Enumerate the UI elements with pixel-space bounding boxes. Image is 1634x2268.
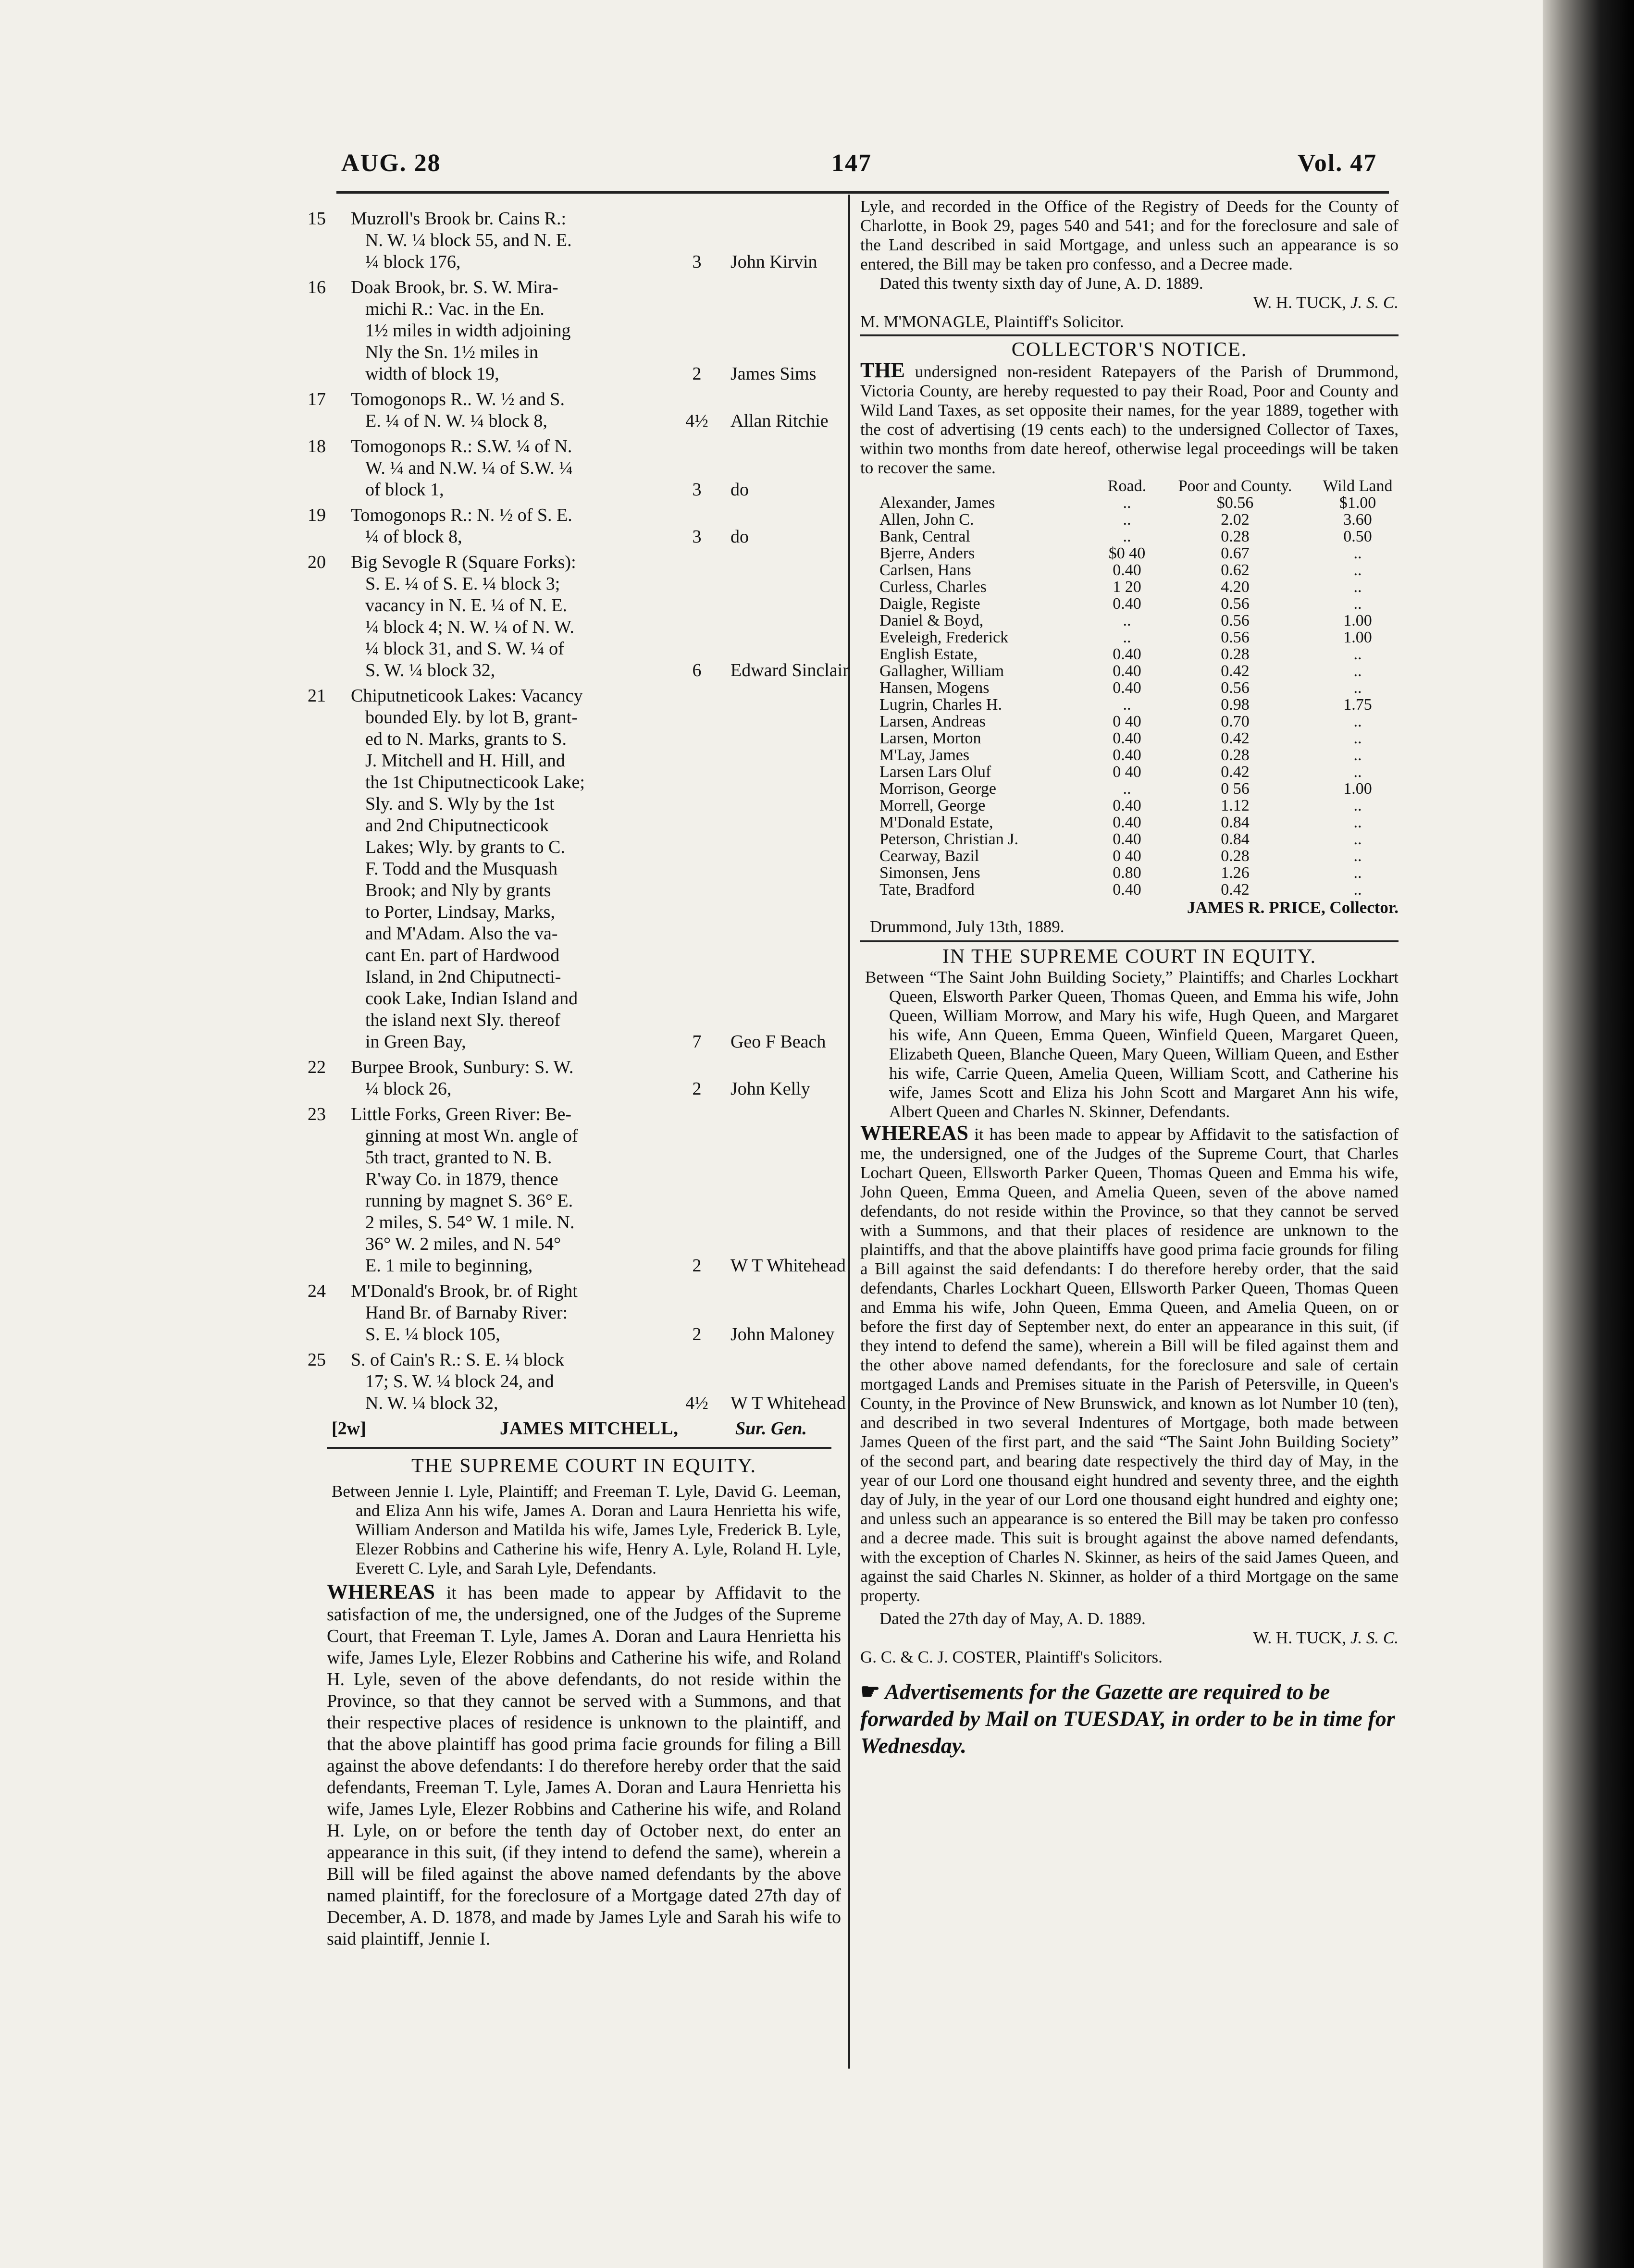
page-edge	[1543, 0, 1634, 2268]
tax-row	[879, 562, 1408, 579]
parcel-description	[351, 208, 668, 273]
parcel-line: 17; S. W. ¼ block 24, and	[365, 1371, 554, 1392]
road-tax: 0 40	[1113, 763, 1141, 781]
wild-land-tax: ..	[1353, 561, 1362, 579]
road-tax: 0.40	[1113, 797, 1141, 814]
tax-row	[879, 730, 1408, 747]
parcel-years: 7	[692, 1032, 702, 1052]
parcel-line: michi R.: Vac. in the En.	[365, 299, 545, 319]
road-tax: 0.40	[1113, 561, 1141, 579]
ratepayer-name: Morrison, George	[879, 780, 996, 798]
parcel-line: Nly the Sn. 1½ miles in	[365, 342, 538, 362]
section-rule	[860, 940, 1399, 942]
poor-county-tax: 0.28	[1221, 847, 1250, 865]
parcel-line: Big Sevogle R (Square Forks):	[351, 552, 576, 572]
notice-queen-title: IN THE SUPREME COURT IN EQUITY.	[942, 946, 1317, 968]
judge-name: W. H. TUCK,	[1253, 293, 1347, 312]
tax-row	[879, 713, 1408, 730]
road-tax: 0.40	[1113, 679, 1141, 697]
tax-row	[879, 663, 1408, 679]
poor-county-tax: 2.02	[1221, 511, 1250, 529]
judge-title: J. S. C.	[1350, 293, 1399, 312]
notice-queen-lead: WHEREAS	[860, 1121, 968, 1145]
parcel-row	[308, 436, 836, 501]
parcel-description	[351, 1104, 668, 1277]
poor-county-tax: 4.20	[1221, 578, 1250, 596]
wild-land-tax: 0.50	[1343, 528, 1372, 545]
parcel-years: 2	[692, 1324, 702, 1344]
parcel-owner: W T Whitehead	[730, 1256, 846, 1276]
parcel-description	[351, 552, 668, 681]
wild-land-tax: ..	[1353, 662, 1362, 680]
parcel-years: 2	[692, 1079, 702, 1099]
tax-row	[879, 814, 1408, 831]
surveyor-title: Sur. Gen.	[735, 1418, 807, 1439]
parcel-line: J. Mitchell and H. Hill, and	[365, 751, 565, 771]
parcel-line: and M'Adam. Also the va-	[365, 924, 558, 944]
road-tax: 0.40	[1113, 729, 1141, 747]
judge-name: W. H. TUCK,	[1253, 1628, 1347, 1647]
wild-land-tax: 3.60	[1343, 511, 1372, 529]
poor-county-tax: 0.62	[1221, 561, 1250, 579]
poor-county-tax: 0.28	[1221, 645, 1250, 663]
parcel-owner: John Kelly	[730, 1079, 810, 1099]
parcel-number: 17	[308, 389, 326, 409]
parcel-list	[308, 208, 849, 1414]
parcel-owner: John Maloney	[730, 1324, 835, 1344]
parcel-line: ¼ block 4; N. W. ¼ of N. W.	[365, 617, 574, 637]
road-tax: 0.40	[1113, 881, 1141, 899]
advert-notice	[860, 1678, 1399, 1759]
poor-county-tax: 0.70	[1221, 713, 1250, 730]
notice-lyle-text: it has been made to appear by Affidavit to the satisfaction of me, the undersigned, one of the Judges of the Supreme Court, that Freeman T. Lyle, James A. Doran and Laura Henrietta his wife, James Lyle, Elezer Robbins and Catherine his wife, and Roland H. Lyle, seven of the above defendants, do not reside within the Province, so that they cannot be served with a Summons, and that their respective places of residence is unknown to the plaintiff, and that the above plaintiff has good prima facie grounds for filing a Bill against the above defendants: I do therefore hereby order that the said defendants, Freeman T. Lyle, James A. Doran and Laura Henrietta his wife, James Lyle, Elezer Robbins and Catherine his wife, and Roland H. Lyle, on or before the tenth day of October next, do enter an appearance in this suit, (if they intend to defend the same), wherein a Bill will be filed against the above named defendants by the above named plaintiff, for the foreclosure of a Mortgage dated 27th day of December, A. D. 1878, and made by James Lyle and Sarah his wife to said plaintiff, Jennie I.	[327, 1583, 841, 1949]
parcel-line: Sly. and S. Wly by the 1st	[365, 794, 555, 814]
column-road: Road.	[1107, 477, 1147, 495]
parcel-line: ed to N. Marks, grants to S.	[365, 729, 567, 749]
parcel-line: bounded Ely. by lot B, grant-	[365, 707, 578, 727]
tax-row	[879, 646, 1408, 663]
parcel-line: Tomogonops R.: N. ½ of S. E.	[351, 505, 572, 525]
parcel-number: 15	[308, 209, 326, 229]
parcel-line: Hand Br. of Barnaby River:	[365, 1303, 568, 1323]
tax-row	[879, 595, 1408, 612]
parcel-line: N. W. ¼ block 55, and N. E.	[365, 230, 572, 250]
road-tax: ..	[1123, 629, 1131, 646]
ratepayer-name: Eveleigh, Frederick	[879, 629, 1009, 646]
column-wild-land: Wild Land	[1323, 477, 1393, 495]
road-tax: 1 20	[1113, 578, 1141, 596]
tax-row	[879, 545, 1408, 562]
wild-land-tax: ..	[1353, 595, 1362, 613]
ratepayer-name: Curless, Charles	[879, 578, 987, 596]
notice-lyle-continued: Lyle, and recorded in the Office of the Registry of Deeds for the County of Charlotte, in Book 29, pages 540 and 541; and for the foreclosure and sale of the Land described in said Mortgage, and unless such an appearance is so entered, the Bill may be taken pro confesso, and a Decree made.	[860, 197, 1399, 273]
parcel-line: Burpee Brook, Sunbury: S. W.	[351, 1057, 574, 1077]
ratepayer-name: M'Donald Estate,	[879, 814, 993, 831]
notice-lyle-title: THE SUPREME COURT IN EQUITY.	[411, 1455, 757, 1477]
notice-queen-text: it has been made to appear by Affidavit to the satisfaction of me, the undersigned, one of the Judges of the Supreme Court, that Charles Lochart Queen, Ellsworth Parker Queen, Thomas Queen and Emma his wife, John Queen, Emma Queen, and Amelia Queen, seven of the above named defendants, do not reside within the Province, so that they cannot be served with a Summons, and that their places of residence are unknown to the plaintiffs, and that the above plaintiffs have good prima facie grounds for filing a Bill against the said defendants: I do therefore hereby order, that the said defendants, Charles Lockhart Queen, Ellsworth Parker Queen, Thomas Queen and Emma his wife, John Queen, Emma Queen, and Amelia Queen, on or before the first day of September next, do enter an appearance in this suit, (if they intend to defend the same), wherein a Bill will be filed against them and the other above named defendants, for the foreclosure and sale of certain mortgaged Lands and Premises situate in the Parish of Petersville, in Queen's County, in the Province of New Brunswick, and known as lot Number 10 (ten), and described in two several Indentures of Mortgage, both made between James Queen of the first part, and the said “The Saint John Building Society” of the second part, and bearing date respectively the third day of May, in the year of our Lord one thousand eight hundred and seventy three, and the eighth day of July, in the year of our Lord one thousand eight hundred and eighty one; and unless such an appearance is so entered the Bill may be taken pro confesso and a decree made. This suit is brought against the above named defendants, with the exception of Charles N. Skinner, as heirs of the said James Queen, and against the said Charles N. Skinner, as holder of a third Mortgage on the same property.	[860, 1125, 1399, 1605]
road-tax: ..	[1123, 494, 1131, 512]
parcel-line: E. 1 mile to beginning,	[365, 1256, 533, 1276]
tax-row	[879, 864, 1408, 881]
parcel-line: Tomogonops R.: S.W. ¼ of N.	[351, 436, 572, 456]
header-rule	[336, 191, 1389, 194]
parcel-line: Island, in 2nd Chiputnecti-	[365, 967, 561, 987]
header-date: AUG. 28	[341, 149, 441, 177]
parcel-line: S. E. ¼ block 105,	[365, 1324, 500, 1344]
tax-row	[879, 764, 1408, 780]
parcel-line: ¼ of block 8,	[365, 527, 462, 547]
parcel-row	[308, 277, 836, 385]
parcel-description	[351, 1281, 668, 1345]
road-tax: 0.40	[1113, 830, 1141, 848]
left-column	[308, 204, 849, 1950]
ratepayer-name: Larsen, Andreas	[879, 713, 986, 730]
parcel-description	[351, 1057, 668, 1100]
notice-lyle-parties: Between Jennie I. Lyle, Plaintiff; and Freeman T. Lyle, David G. Leeman, and Eliza Ann his wife, James A. Doran and Laura Henrietta his wife, William Anderson and Matilda his wife, James Lyle, Frederick B. Lyle, Elezer Robbins and Catherine his wife, Henry A. Lyle, Roland H. Lyle, Everett C. Lyle, and Sarah Lyle, Defendants.	[332, 1482, 841, 1578]
collector-title: COLLECTOR'S NOTICE.	[1011, 339, 1248, 361]
poor-county-tax: 0.56	[1221, 612, 1250, 629]
parcel-line: the island next Sly. thereof	[365, 1010, 560, 1030]
poor-county-tax: 0.42	[1221, 729, 1250, 747]
parcel-owner: do	[730, 480, 749, 500]
ratepayer-name: Allen, John C.	[879, 511, 974, 529]
notice-lyle-judge	[860, 293, 1399, 312]
parcel-line: ¼ block 26,	[365, 1079, 452, 1099]
parcel-line: ¼ block 176,	[365, 252, 461, 272]
collector-signer: JAMES R. PRICE, Collector.	[1187, 898, 1399, 917]
parcel-number: 21	[308, 686, 326, 706]
wild-land-tax: ..	[1353, 814, 1362, 831]
road-tax: 0.40	[1113, 645, 1141, 663]
collector-dated: Drummond, July 13th, 1889.	[870, 917, 1065, 936]
parcel-line: and 2nd Chiputnecticook	[365, 815, 549, 836]
parcel-row	[308, 1281, 836, 1345]
poor-county-tax: 0.84	[1221, 830, 1250, 848]
parcel-line: Chiputneticook Lakes: Vacancy	[351, 686, 583, 706]
parcel-line: N. W. ¼ block 32,	[365, 1393, 498, 1413]
parcel-line: to Porter, Lindsay, Marks,	[365, 902, 555, 922]
parcel-line: 1½ miles in width adjoining	[365, 320, 571, 341]
ratepayer-name: Alexander, James	[879, 494, 995, 512]
parcel-line: 2 miles, S. 54° W. 1 mile. N.	[365, 1212, 575, 1233]
wild-land-tax: $1.00	[1339, 494, 1376, 512]
parcel-line: S. E. ¼ of S. E. ¼ block 3;	[365, 574, 560, 594]
parcel-line: 5th tract, granted to N. B.	[365, 1147, 552, 1168]
ratepayer-name: English Estate,	[879, 645, 978, 663]
parcel-owner: John Kirvin	[730, 252, 817, 272]
parcel-line: in Green Bay,	[365, 1032, 466, 1052]
tax-row	[879, 679, 1408, 696]
pointing-hand-icon: ☛	[860, 1679, 880, 1704]
parcel-line: S. of Cain's R.: S. E. ¼ block	[351, 1350, 564, 1370]
wild-land-tax: ..	[1353, 578, 1362, 596]
ratepayer-name: M'Lay, James	[879, 746, 970, 764]
parcel-line: Little Forks, Green River: Be-	[351, 1104, 572, 1124]
collector-body	[860, 358, 1399, 478]
poor-county-tax: 0.56	[1221, 595, 1250, 613]
poor-county-tax: 0.98	[1221, 696, 1250, 714]
parcel-line: ginning at most Wn. angle of	[365, 1126, 578, 1146]
parcel-line: cant En. part of Hardwood	[365, 945, 560, 965]
column-divider	[848, 195, 850, 2069]
wild-land-tax: ..	[1353, 881, 1362, 899]
ratepayer-name: Peterson, Christian J.	[879, 830, 1018, 848]
tax-row	[879, 848, 1408, 864]
wild-land-tax: 1.00	[1343, 629, 1372, 646]
parcel-number: 19	[308, 505, 326, 525]
parcel-row	[308, 685, 836, 1053]
wild-land-tax: ..	[1353, 847, 1362, 865]
right-column	[860, 197, 1399, 1759]
tax-row	[879, 612, 1408, 629]
poor-county-tax: 1.26	[1221, 864, 1250, 882]
notice-lyle-dated: Dated this twenty sixth day of June, A. D. 1889.	[879, 274, 1203, 293]
ratepayer-name: Hansen, Mogens	[879, 679, 990, 697]
wild-land-tax: ..	[1353, 763, 1362, 781]
notice-queen-parties: Between “The Saint John Building Society,” Plaintiffs; and Charles Lockhart Queen, Elsworth Parker Queen, Thomas Queen, and Emma his wife, John Queen, William Morrow, and Mary his wife, Hugh Queen, and Margaret his wife, Ann Queen, Emma Queen, Winfield Queen, Margaret Queen, Elizabeth Queen, Blanche Queen, Mary Queen, William Queen, and Esther his wife, Carrie Queen, Amelia Queen, William Scott, and Catherine his wife, James Scott and Eliza his John Scott and Margaret Ann his wife, Albert Queen and Charles N. Skinner, Defendants.	[865, 968, 1399, 1121]
parcel-row	[308, 1104, 846, 1277]
poor-county-tax: 0.42	[1221, 662, 1250, 680]
parcel-row	[308, 1057, 836, 1100]
insertion-tag: [2w]	[332, 1418, 366, 1439]
parcel-line: Doak Brook, br. S. W. Mira-	[351, 277, 558, 297]
poor-county-tax: 0.42	[1221, 881, 1250, 899]
ratepayer-name: Tate, Bradford	[879, 881, 975, 899]
parcel-row	[308, 552, 849, 681]
parcel-years: 3	[692, 527, 702, 547]
parcel-line: ¼ block 31, and S. W. ¼ of	[365, 639, 564, 659]
notice-lyle-solicitor: M. M'MONAGLE, Plaintiff's Solicitor.	[860, 312, 1124, 331]
header-volume: Vol. 47	[1298, 149, 1377, 177]
ratepayer-name: Daigle, Registe	[879, 595, 980, 613]
notice-queen-body	[860, 1123, 1399, 1605]
notice-queen-solicitor: G. C. & C. J. COSTER, Plaintiff's Solicitors.	[860, 1648, 1163, 1666]
parcel-line: Tomogonops R.. W. ½ and S.	[351, 389, 565, 409]
wild-land-tax: 1.00	[1343, 780, 1372, 798]
parcel-years: 3	[692, 480, 702, 500]
section-rule	[860, 334, 1399, 336]
ratepayer-name: Lugrin, Charles H.	[879, 696, 1002, 714]
advert-text: Advertisements for the Gazette are required to be forwarded by Mail on TUESDAY, in order to be in time for Wednesday.	[860, 1679, 1395, 1758]
collector-lead: THE	[860, 358, 905, 382]
parcel-line: 36° W. 2 miles, and N. 54°	[365, 1234, 561, 1254]
parcel-number: 16	[308, 277, 326, 297]
tax-row	[879, 579, 1408, 595]
poor-county-tax: 0.42	[1221, 763, 1250, 781]
parcel-line: vacancy in N. E. ¼ of N. E.	[365, 595, 567, 616]
parcel-row	[308, 505, 836, 548]
poor-county-tax: 0.56	[1221, 679, 1250, 697]
parcel-line: W. ¼ and N.W. ¼ of S.W. ¼	[365, 458, 573, 478]
parcel-owner: Edward Sinclair	[730, 660, 849, 680]
road-tax: 0.40	[1113, 814, 1141, 831]
road-tax: 0.40	[1113, 746, 1141, 764]
parcel-row	[308, 1349, 846, 1414]
ratepayer-name: Cearway, Bazil	[879, 847, 979, 865]
poor-county-tax: 0.28	[1221, 528, 1250, 545]
ratepayer-name: Morrell, George	[879, 797, 986, 814]
parcel-line: Brook; and Nly by grants	[365, 880, 551, 900]
road-tax: ..	[1123, 528, 1131, 545]
parcel-owner: do	[730, 527, 749, 547]
parcel-description	[351, 389, 668, 432]
wild-land-tax: ..	[1353, 713, 1362, 730]
parcel-line: Lakes; Wly. by grants to C.	[365, 837, 565, 857]
parcel-number: 24	[308, 1281, 326, 1301]
tax-row	[879, 780, 1408, 797]
poor-county-tax: 1.12	[1221, 797, 1250, 814]
judge-title: J. S. C.	[1350, 1628, 1399, 1647]
parcel-line: the 1st Chiputnecticook Lake;	[365, 772, 585, 792]
parcel-description	[351, 505, 668, 548]
tax-row	[879, 494, 1408, 511]
road-tax: ..	[1123, 780, 1131, 798]
tax-row	[879, 629, 1408, 646]
tax-row	[879, 511, 1408, 528]
poor-county-tax: 0.67	[1221, 544, 1250, 562]
tax-row	[879, 831, 1408, 848]
parcel-line: cook Lake, Indian Island and	[365, 988, 578, 1009]
parcel-line: E. ¼ of N. W. ¼ block 8,	[365, 411, 547, 431]
notice-lyle	[327, 1455, 841, 1950]
parcel-years: 4½	[685, 411, 708, 431]
parcel-line: F. Todd and the Musquash	[365, 859, 557, 879]
parcel-line: running by magnet S. 36° E.	[365, 1191, 573, 1211]
poor-county-tax: 0.84	[1221, 814, 1250, 831]
parcel-line: of block 1,	[365, 480, 444, 500]
wild-land-tax: ..	[1353, 679, 1362, 697]
road-tax: 0 40	[1113, 847, 1141, 865]
notice-queen-judge	[860, 1628, 1399, 1648]
parcel-number: 18	[308, 436, 326, 456]
parcel-description	[351, 1349, 668, 1414]
parcel-years: 3	[692, 252, 702, 272]
wild-land-tax: 1.75	[1343, 696, 1372, 714]
parcel-row	[308, 389, 836, 432]
wild-land-tax: ..	[1353, 645, 1362, 663]
road-tax: ..	[1123, 511, 1131, 529]
parcel-line: S. W. ¼ block 32,	[365, 660, 495, 680]
parcel-line: R'way Co. in 1879, thence	[365, 1169, 558, 1189]
parcel-number: 20	[308, 552, 326, 572]
parcel-owner: Allan Ritchie	[730, 411, 829, 431]
header-page-number: 147	[831, 149, 872, 177]
section-rule	[327, 1447, 831, 1449]
road-tax: ..	[1123, 612, 1131, 629]
notice-queen-dated: Dated the 27th day of May, A. D. 1889.	[879, 1609, 1146, 1628]
parcel-number: 23	[308, 1104, 326, 1124]
road-tax: 0.80	[1113, 864, 1141, 882]
wild-land-tax: ..	[1353, 797, 1362, 814]
ratepayer-name: Carlsen, Hans	[879, 561, 971, 579]
road-tax: ..	[1123, 696, 1131, 714]
poor-county-tax: $0.56	[1216, 494, 1254, 512]
parcel-number: 25	[308, 1350, 326, 1370]
ratepayer-name: Simonsen, Jens	[879, 864, 980, 882]
road-tax: $0 40	[1108, 544, 1146, 562]
ratepayer-name: Larsen, Morton	[879, 729, 981, 747]
ratepayer-name: Bank, Central	[879, 528, 970, 545]
wild-land-tax: ..	[1353, 729, 1362, 747]
parcel-years: 4½	[685, 1393, 708, 1413]
tax-row	[879, 747, 1408, 764]
ratepayer-name: Daniel & Boyd,	[879, 612, 984, 629]
parcel-owner: Geo F Beach	[730, 1032, 826, 1052]
parcel-description	[351, 685, 668, 1053]
ratepayer-name: Bjerre, Anders	[879, 544, 975, 562]
tax-row	[879, 528, 1408, 545]
poor-county-tax: 0.56	[1221, 629, 1250, 646]
surveyor-name: JAMES MITCHELL,	[500, 1418, 679, 1439]
wild-land-tax: ..	[1353, 830, 1362, 848]
parcel-line: M'Donald's Brook, br. of Right	[351, 1281, 578, 1301]
parcel-description	[351, 277, 668, 385]
parcel-years: 2	[692, 1256, 702, 1276]
tax-row	[879, 696, 1408, 713]
wild-land-tax: ..	[1353, 544, 1362, 562]
tax-row	[879, 797, 1408, 814]
wild-land-tax: ..	[1353, 864, 1362, 882]
parcel-line: Muzroll's Brook br. Cains R.:	[351, 209, 567, 229]
parcel-owner: James Sims	[730, 364, 817, 384]
poor-county-tax: 0 56	[1221, 780, 1250, 798]
tax-table	[879, 478, 1408, 898]
wild-land-tax: ..	[1353, 746, 1362, 764]
tax-row	[879, 881, 1408, 898]
road-tax: 0.40	[1113, 595, 1141, 613]
notice-lyle-body	[327, 1581, 841, 1950]
parcel-owner: W T Whitehead	[730, 1393, 846, 1413]
collector-text: undersigned non-resident Ratepayers of the Parish of Drummond, Victoria County, are hereby requested to pay their Road, Poor and County and Wild Land Taxes, as set opposite their names, for the year 1889, together with the cost of advertising (19 cents each) to the undersigned Collector of Taxes, within two months from date hereof, otherwise legal proceedings will be taken to recover the same.	[860, 362, 1399, 477]
notice-lyle-lead: WHEREAS	[327, 1580, 435, 1603]
tax-table-header	[879, 478, 1408, 494]
parcel-signature	[308, 1418, 836, 1442]
parcel-description	[351, 436, 668, 501]
parcel-number: 22	[308, 1057, 326, 1077]
parcel-years: 6	[692, 660, 702, 680]
ratepayer-name: Larsen Lars Oluf	[879, 763, 991, 781]
road-tax: 0 40	[1113, 713, 1141, 730]
column-poor-county: Poor and County.	[1178, 477, 1292, 495]
parcel-row	[308, 208, 836, 273]
ratepayer-name: Gallagher, William	[879, 662, 1004, 680]
road-tax: 0.40	[1113, 662, 1141, 680]
wild-land-tax: 1.00	[1343, 612, 1372, 629]
poor-county-tax: 0.28	[1221, 746, 1250, 764]
parcel-line: width of block 19,	[365, 364, 499, 384]
parcel-years: 2	[692, 364, 702, 384]
